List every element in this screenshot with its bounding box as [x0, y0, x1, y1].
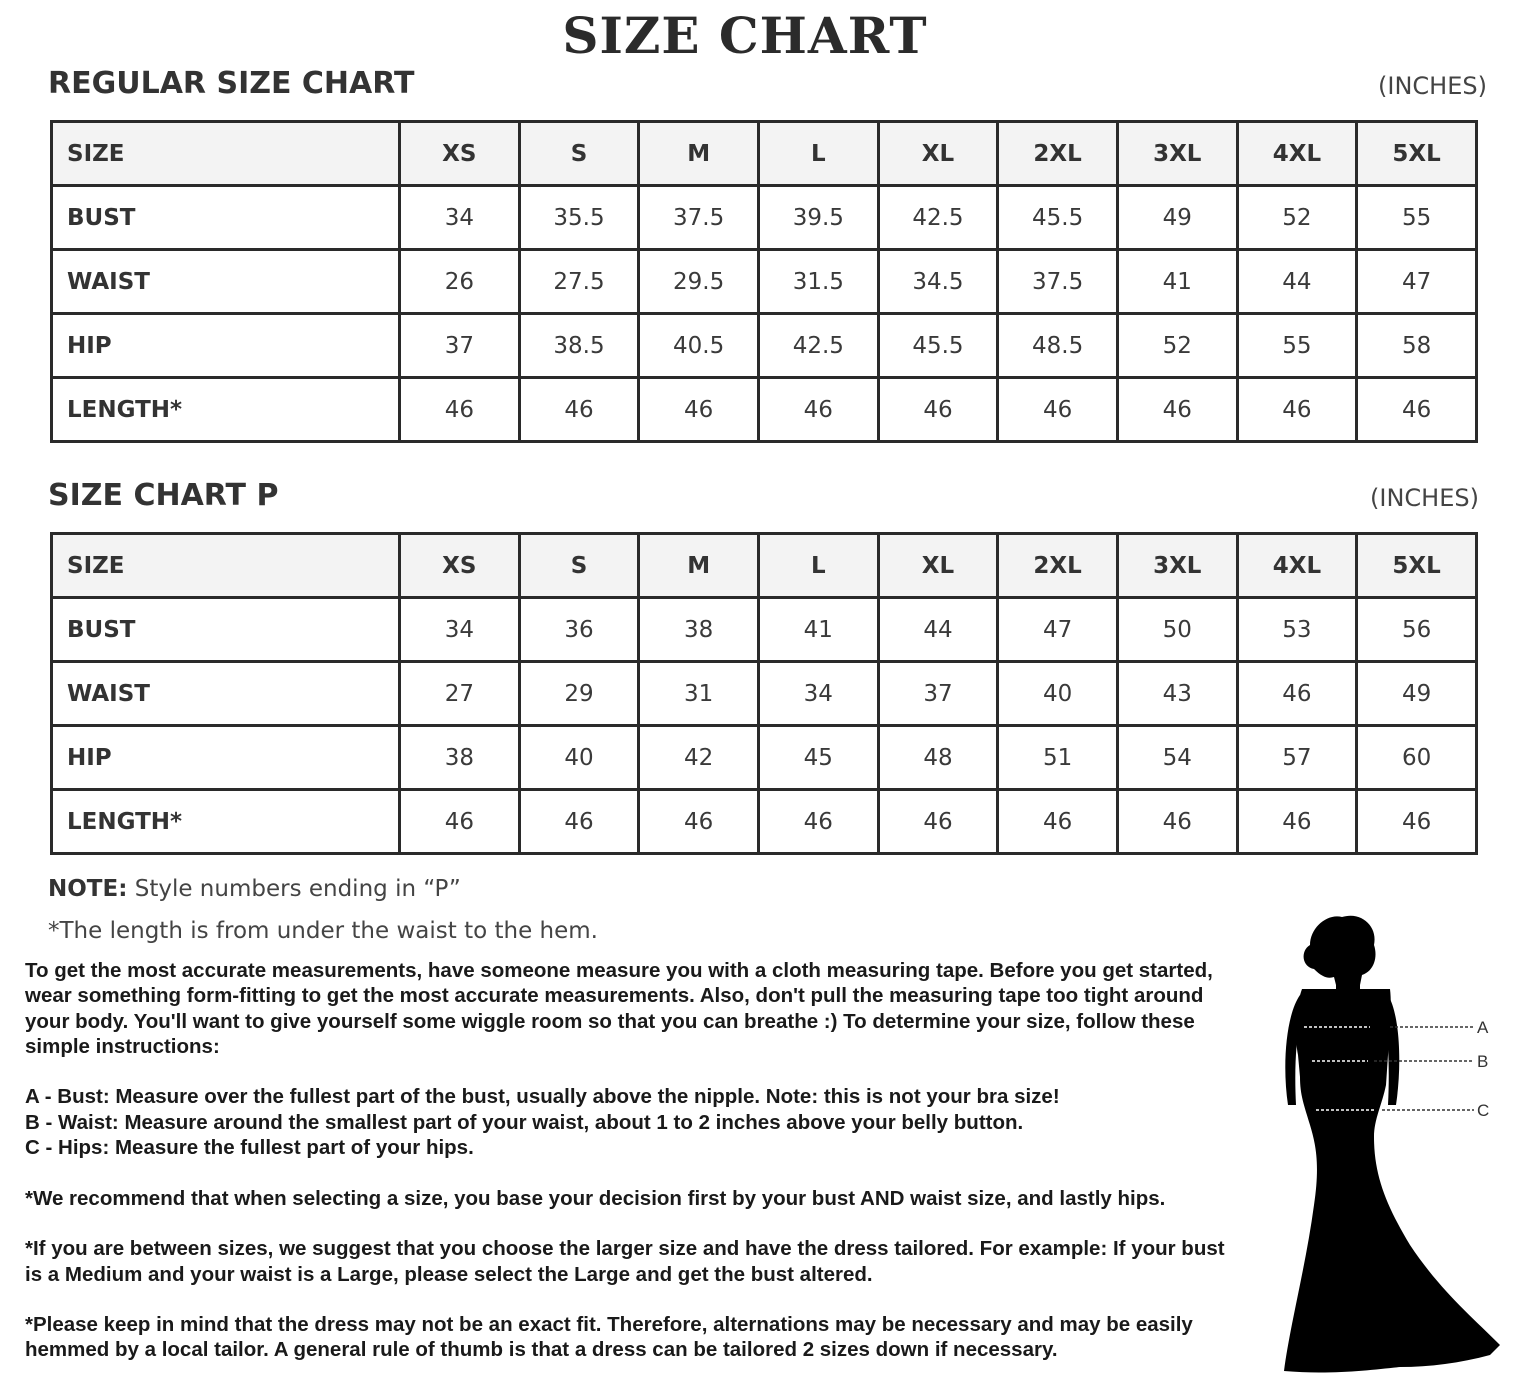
table-cell: 44 [878, 598, 998, 662]
table-header-row [52, 122, 1477, 186]
table-cell: 26 [400, 250, 520, 314]
note-label: NOTE: [48, 876, 128, 902]
table-cell: 45.5 [878, 314, 998, 378]
header-size-cell: 5XL [1357, 122, 1477, 186]
header-size-cell: 3XL [1117, 534, 1237, 598]
header-size-cell: XS [400, 534, 520, 598]
instruction-hips: C - Hips: Measure the fullest part of your hips. [25, 1136, 474, 1160]
style-note [48, 876, 461, 902]
table-cell: 42 [639, 726, 759, 790]
table-cell: 46 [1117, 378, 1237, 442]
table-cell: 46 [1237, 378, 1357, 442]
header-size-cell: 2XL [998, 122, 1118, 186]
table-cell: 58 [1357, 314, 1477, 378]
table-cell: 42.5 [758, 314, 878, 378]
header-size-label: SIZE [52, 122, 400, 186]
table-cell: 51 [998, 726, 1118, 790]
table-cell: 34 [758, 662, 878, 726]
petite-size-table [50, 532, 1478, 855]
table-cell: 34 [400, 186, 520, 250]
header-size-cell: 4XL [1237, 122, 1357, 186]
header-size-cell: XS [400, 122, 520, 186]
table-cell: 27 [400, 662, 520, 726]
petite-units-label: (INCHES) [1370, 484, 1479, 512]
table-cell: 48.5 [998, 314, 1118, 378]
length-note: *The length is from under the waist to the hem. [48, 918, 598, 944]
instruction-waist: B - Waist: Measure around the smallest part of your waist, about 1 to 2 inches above your belly button. [25, 1110, 1024, 1134]
table-cell: 46 [758, 790, 878, 854]
table-cell: 34.5 [878, 250, 998, 314]
table-cell: 46 [998, 790, 1118, 854]
table-cell: 46 [639, 378, 759, 442]
table-row [52, 598, 1477, 662]
table-cell: 50 [1117, 598, 1237, 662]
regular-chart-title: REGULAR SIZE CHART [48, 66, 415, 101]
table-cell: 38 [639, 598, 759, 662]
table-cell: 38.5 [519, 314, 639, 378]
table-cell: 35.5 [519, 186, 639, 250]
table-cell: 46 [639, 790, 759, 854]
table-row [52, 790, 1477, 854]
table-cell: 29 [519, 662, 639, 726]
dress-silhouette-icon [1270, 905, 1510, 1385]
table-cell: 37.5 [639, 186, 759, 250]
instruction-bust: A - Bust: Measure over the fullest part of the bust, usually above the nipple. Note: this is not your bra size! [25, 1085, 1060, 1109]
table-cell: 31.5 [758, 250, 878, 314]
table-cell: 47 [1357, 250, 1477, 314]
table-cell: 46 [1357, 790, 1477, 854]
table-cell: 55 [1237, 314, 1357, 378]
table-cell: 46 [400, 790, 520, 854]
table-cell: 37.5 [998, 250, 1118, 314]
table-cell: 46 [998, 378, 1118, 442]
table-cell: 52 [1117, 314, 1237, 378]
table-cell: 34 [400, 598, 520, 662]
table-cell: 36 [519, 598, 639, 662]
table-cell: 46 [519, 378, 639, 442]
table-cell: 56 [1357, 598, 1477, 662]
header-size-cell: L [758, 122, 878, 186]
table-cell: 53 [1237, 598, 1357, 662]
table-cell: 40 [519, 726, 639, 790]
header-size-cell: L [758, 534, 878, 598]
marker-b-label: B [1477, 1052, 1489, 1071]
table-cell: 46 [1237, 662, 1357, 726]
page-title: SIZE CHART [562, 6, 928, 65]
row-label: LENGTH* [52, 378, 400, 442]
table-cell: 40 [998, 662, 1118, 726]
table-cell: 55 [1357, 186, 1477, 250]
header-size-cell: M [639, 534, 759, 598]
table-cell: 41 [758, 598, 878, 662]
petite-chart-title: SIZE CHART P [48, 478, 279, 513]
table-cell: 46 [400, 378, 520, 442]
table-cell: 46 [1357, 378, 1477, 442]
table-cell: 37 [878, 662, 998, 726]
table-row [52, 250, 1477, 314]
table-cell: 39.5 [758, 186, 878, 250]
row-label: WAIST [52, 250, 400, 314]
table-cell: 48 [878, 726, 998, 790]
header-size-cell: 3XL [1117, 122, 1237, 186]
table-cell: 47 [998, 598, 1118, 662]
row-label: HIP [52, 726, 400, 790]
table-cell: 44 [1237, 250, 1357, 314]
table-row [52, 378, 1477, 442]
table-cell: 57 [1237, 726, 1357, 790]
regular-units-label: (INCHES) [1378, 72, 1487, 100]
row-label: LENGTH* [52, 790, 400, 854]
row-label: BUST [52, 186, 400, 250]
table-cell: 27.5 [519, 250, 639, 314]
recommendation-note: *We recommend that when selecting a size, you base your decision first by your bust AND waist size, and lastly hips. [25, 1186, 1166, 1210]
instructions-intro: To get the most accurate measurements, have someone measure you with a cloth measuring tape. Before you get started, wear something form-fitting to get the most accurate measurements. Also, don't pull the measuring tape too tight around your body. You'll want to give yourself some wiggle room so that you can breathe :) To determine your size, follow these simple instructions: [25, 959, 1213, 1058]
table-header-row [52, 534, 1477, 598]
table-row [52, 662, 1477, 726]
table-cell: 41 [1117, 250, 1237, 314]
measuring-instructions [25, 958, 1235, 1363]
regular-size-table [50, 120, 1478, 443]
header-size-cell: S [519, 534, 639, 598]
table-cell: 49 [1117, 186, 1237, 250]
table-cell: 46 [878, 378, 998, 442]
table-row [52, 314, 1477, 378]
header-size-cell: XL [878, 534, 998, 598]
table-cell: 38 [400, 726, 520, 790]
table-cell: 52 [1237, 186, 1357, 250]
header-size-cell: 4XL [1237, 534, 1357, 598]
table-cell: 45 [758, 726, 878, 790]
header-size-cell: XL [878, 122, 998, 186]
table-cell: 45.5 [998, 186, 1118, 250]
marker-c-label: C [1477, 1101, 1490, 1120]
table-cell: 54 [1117, 726, 1237, 790]
table-cell: 31 [639, 662, 759, 726]
row-label: BUST [52, 598, 400, 662]
header-size-cell: 2XL [998, 534, 1118, 598]
table-cell: 29.5 [639, 250, 759, 314]
table-cell: 46 [519, 790, 639, 854]
table-cell: 46 [1117, 790, 1237, 854]
table-cell: 46 [758, 378, 878, 442]
table-cell: 60 [1357, 726, 1477, 790]
header-size-label: SIZE [52, 534, 400, 598]
table-cell: 42.5 [878, 186, 998, 250]
marker-a-label: A [1477, 1018, 1489, 1037]
table-row [52, 186, 1477, 250]
header-size-cell: S [519, 122, 639, 186]
table-cell: 43 [1117, 662, 1237, 726]
table-row [52, 726, 1477, 790]
table-cell: 40.5 [639, 314, 759, 378]
row-label: WAIST [52, 662, 400, 726]
table-cell: 46 [878, 790, 998, 854]
between-sizes-note: *If you are between sizes, we suggest that you choose the larger size and have the dress tailored. For example: If your bust is a Medium and your waist is a Large, please select the Large and get the bust altered. [25, 1237, 1225, 1286]
table-cell: 46 [1237, 790, 1357, 854]
row-label: HIP [52, 314, 400, 378]
header-size-cell: 5XL [1357, 534, 1477, 598]
fit-disclaimer: *Please keep in mind that the dress may not be an exact fit. Therefore, alternations may be necessary and may be easily hemmed by a local tailor. A general rule of thumb is that a dress can be tailored 2 sizes down if necessary. [25, 1313, 1193, 1362]
table-cell: 49 [1357, 662, 1477, 726]
header-size-cell: M [639, 122, 759, 186]
note-text: Style numbers ending in “P” [134, 876, 461, 902]
table-cell: 37 [400, 314, 520, 378]
